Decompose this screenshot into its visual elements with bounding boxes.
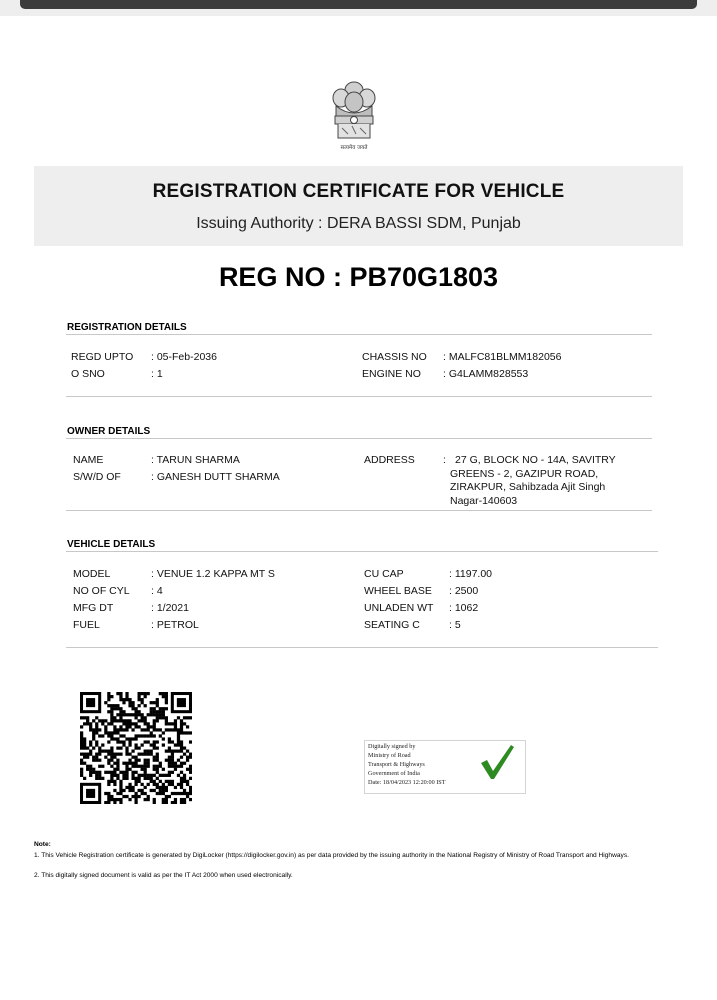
divider <box>66 438 652 439</box>
field-label: MFG DT <box>73 602 114 614</box>
field-value: : TARUN SHARMA <box>151 454 240 466</box>
field-label: ADDRESS <box>364 454 415 466</box>
field-value: : 1/2021 <box>151 602 189 614</box>
section-title-registration: REGISTRATION DETAILS <box>67 322 187 333</box>
divider <box>66 510 652 511</box>
field-label: ENGINE NO <box>362 368 421 380</box>
field-value: : MALFC81BLMM182056 <box>443 351 562 363</box>
qr-code-icon <box>80 692 192 804</box>
field-label: NO OF CYL <box>73 585 130 597</box>
field-label: CU CAP <box>364 568 404 580</box>
field-label: FUEL <box>73 619 100 631</box>
signature-line: Ministry of Road <box>368 752 411 759</box>
field-value: : 05-Feb-2036 <box>151 351 217 363</box>
field-value: : 2500 <box>449 585 479 597</box>
emblem-caption: सत्यमेव जयते <box>340 145 368 151</box>
field-label: SEATING C <box>364 619 420 631</box>
divider <box>66 551 658 552</box>
signature-line: Government of India <box>368 770 420 777</box>
section-title-vehicle: VEHICLE DETAILS <box>67 539 156 550</box>
certificate-title: REGISTRATION CERTIFICATE FOR VEHICLE <box>152 181 565 202</box>
digital-signature-box <box>364 740 526 794</box>
checkmark-icon <box>477 743 517 783</box>
signature-date: Date: 18/04/2023 12:20:00 IST <box>368 779 446 786</box>
certificate-header <box>34 166 683 246</box>
viewer-top-bar <box>0 0 717 16</box>
field-label: O SNO <box>71 368 105 380</box>
field-label: REGD UPTO <box>71 351 134 363</box>
field-value: : PETROL <box>151 619 199 631</box>
field-value: : 1062 <box>449 602 479 614</box>
field-value: : GANESH DUTT SHARMA <box>151 471 280 483</box>
national-emblem-icon <box>328 76 380 152</box>
signature-line: Digitally signed by <box>368 743 416 750</box>
field-label: WHEEL BASE <box>364 585 432 597</box>
divider <box>66 396 652 397</box>
divider <box>66 334 652 335</box>
note-item: 1. This Vehicle Registration certificate is generated by DigiLocker (https://digilocker.gov.in) as per data provided by the issuing authority in the National Registry of Ministry of Road Transport and Highways. <box>34 852 629 859</box>
address-value: 27 G, BLOCK NO - 14A, SAVITRY GREENS - 2, GAZIPUR ROAD, ZIRAKPUR, Sahibzada Ajit Singh Nagar-140603 <box>450 454 616 507</box>
signature-line: Transport & Highways <box>368 761 425 768</box>
field-value: : G4LAMM828553 <box>443 368 529 380</box>
note-title: Note: <box>34 841 51 848</box>
section-title-owner: OWNER DETAILS <box>67 426 151 437</box>
field-value: : 1 <box>151 368 163 380</box>
field-value: : 4 <box>151 585 163 597</box>
note-item: 2. This digitally signed document is valid as per the IT Act 2000 when used electronically. <box>34 872 293 879</box>
divider <box>66 647 658 648</box>
field-value: : VENUE 1.2 KAPPA MT S <box>151 568 275 580</box>
issuing-authority: Issuing Authority : DERA BASSI SDM, Punjab <box>196 215 521 232</box>
field-label: UNLADEN WT <box>364 602 434 614</box>
field-value: : 1197.00 <box>449 568 493 580</box>
viewer-toolbar <box>20 0 697 9</box>
field-label: MODEL <box>73 568 111 580</box>
field-colon: : <box>443 454 446 466</box>
field-label: S/W/D OF <box>73 471 121 483</box>
field-label: CHASSIS NO <box>362 351 427 363</box>
field-label: NAME <box>73 454 104 466</box>
field-value: : 5 <box>449 619 461 631</box>
registration-number: REG NO : PB70G1803 <box>218 262 499 292</box>
